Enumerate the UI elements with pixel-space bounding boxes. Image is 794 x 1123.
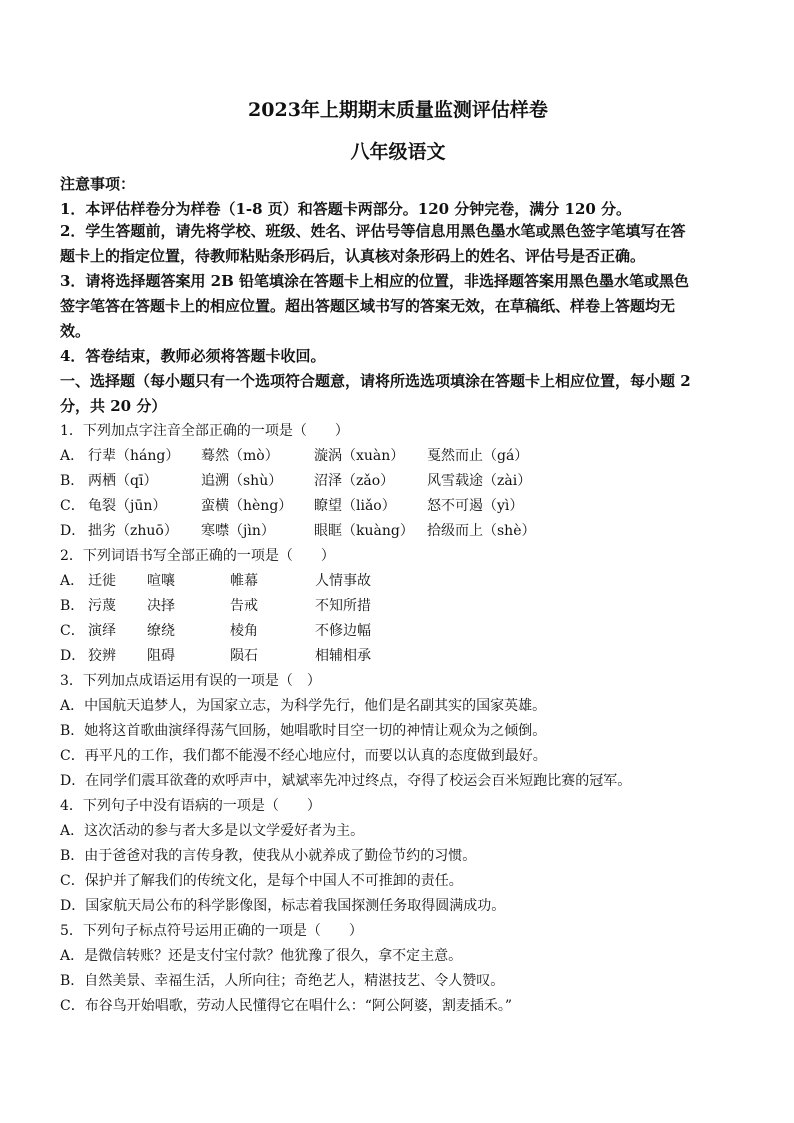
option-cell: 怒不可遏（yì） (427, 498, 524, 514)
option-line: A．中国航天追梦人，为国家立志，为科学先行，他们是名副其实的国家英雄。 (60, 698, 547, 714)
option-cell: 人情事故 (315, 573, 371, 589)
option-line: C．再平凡的工作，我们都不能漫不经心地应付，而要以认真的态度做到最好。 (60, 748, 547, 764)
option-line: A．这次活动的参与者大多是以文学爱好者为主。 (60, 823, 365, 839)
section-heading: 一、选择题（每小题只有一个选项符合题意，请将所选选项填涂在答题卡上相应位置，每小题 2 (60, 372, 691, 390)
notice-line: 4．答卷结束，教师必须将答题卡收回。 (60, 347, 326, 365)
option-cell: 阻碍 (147, 648, 175, 664)
option-cell: 污蔑 (88, 598, 116, 614)
option-cell: 告戒 (230, 598, 258, 614)
option-cell: 拙劣（zhuō） (88, 523, 178, 539)
notice-line: 签字笔答在答题卡上的相应位置。超出答题区域书写的答案无效，在草稿纸、样卷上答题均无 (60, 297, 676, 315)
option-label: D． (60, 648, 86, 664)
option-cell: 追溯（shù） (201, 473, 283, 489)
option-cell: 寒噤（jìn） (201, 523, 275, 539)
option-label: B． (60, 473, 85, 489)
option-cell: 风雪载途（zài） (427, 473, 532, 489)
option-label: A． (60, 573, 85, 589)
option-line: D．国家航天局公布的科学影像图，标志着我国探测任务取得圆满成功。 (60, 898, 506, 914)
notice-line: 2．学生答题前，请先将学校、班级、姓名、评估号等信息用黑色墨水笔或黑色签字笔填写在答 (60, 222, 686, 240)
question-stem: 5．下列句子标点符号运用正确的一项是（ ） (60, 923, 363, 939)
option-label: D． (60, 523, 86, 539)
option-cell: 蛮横（hèng） (201, 498, 293, 514)
option-cell: 决择 (147, 598, 175, 614)
option-line: B．自然美景、幸福生活，人所向往；奇绝艺人，精湛技艺、令人赞叹。 (60, 973, 505, 989)
option-cell: 缭绕 (147, 623, 175, 639)
option-line: A．是微信转账？还是支付宝付款？他犹豫了很久，拿不定主意。 (60, 948, 463, 964)
option-cell: 狡辨 (88, 648, 116, 664)
option-cell: 演绎 (88, 623, 116, 639)
option-cell: 不修边幅 (315, 623, 371, 639)
question-stem: 3．下列加点成语运用有误的一项是（ ） (60, 673, 321, 689)
option-cell: 龟裂（jūn） (88, 498, 167, 514)
option-cell: 棱角 (230, 623, 258, 639)
option-cell: 蓦然（mò） (201, 448, 279, 464)
option-cell: 瞭望（liǎo） (314, 498, 396, 514)
option-line: C．保护并了解我们的传统文化，是每个中国人不可推卸的责任。 (60, 873, 463, 889)
notice-line: 题卡上的指定位置，待教师粘贴条形码后，认真核对条形码上的姓名、评估号是否正确。 (60, 247, 646, 265)
question-stem: 4．下列句子中没有语病的一项是（ ） (60, 798, 321, 814)
notice-line: 1．本评估样卷分为样卷（1-8 页）和答题卡两部分。120 分钟完卷，满分 120 分。 (60, 200, 632, 218)
option-label: A． (60, 448, 85, 464)
option-cell: 行辈（háng） (88, 448, 180, 464)
option-cell: 迁徙 (88, 573, 116, 589)
exam-subtitle: 八年级语文 (350, 141, 446, 163)
option-label: B． (60, 598, 85, 614)
option-line: C．布谷鸟开始唱歌，劳动人民懂得它在唱什么：“阿公阿婆，割麦插禾。” (60, 998, 513, 1014)
question-stem: 1．下列加点字注音全部正确的一项是（ ） (60, 423, 349, 439)
notice-heading: 注意事项： (60, 175, 136, 193)
option-label: C． (60, 498, 85, 514)
section-heading: 分，共 20 分） (60, 397, 167, 415)
option-cell: 喧嚷 (147, 573, 175, 589)
option-label: C． (60, 623, 85, 639)
option-cell: 相辅相承 (315, 648, 371, 664)
option-cell: 戛然而止（gá） (427, 448, 529, 464)
exam-title: 2023年上期期末质量监测评估样卷 (248, 99, 548, 121)
notice-line: 3．请将选择题答案用 2B 铅笔填涂在答题卡上相应的位置，非选择题答案用黑色墨水笔或黑色 (60, 272, 690, 290)
option-cell: 陨石 (230, 648, 258, 664)
option-line: D．在同学们震耳欲聋的欢呼声中，斌斌率先冲过终点，夺得了校运会百米短跑比赛的冠军。 (60, 773, 632, 789)
option-cell: 拾级而上（shè） (427, 523, 536, 539)
option-cell: 漩涡（xuàn） (314, 448, 405, 464)
option-cell: 沼泽（zǎo） (314, 473, 395, 489)
question-stem: 2．下列词语书写全部正确的一项是（ ） (60, 548, 335, 564)
option-cell: 帷幕 (230, 573, 258, 589)
notice-line: 效。 (60, 322, 91, 340)
option-cell: 眼眶（kuàng） (314, 523, 414, 539)
option-cell: 两栖（qī） (88, 473, 158, 489)
option-line: B．她将这首歌曲演绎得荡气回肠，她唱歌时目空一切的神情让观众为之倾倒。 (60, 723, 547, 739)
option-cell: 不知所措 (315, 598, 371, 614)
option-line: B．由于爸爸对我的言传身教，使我从小就养成了勤俭节约的习惯。 (60, 848, 477, 864)
